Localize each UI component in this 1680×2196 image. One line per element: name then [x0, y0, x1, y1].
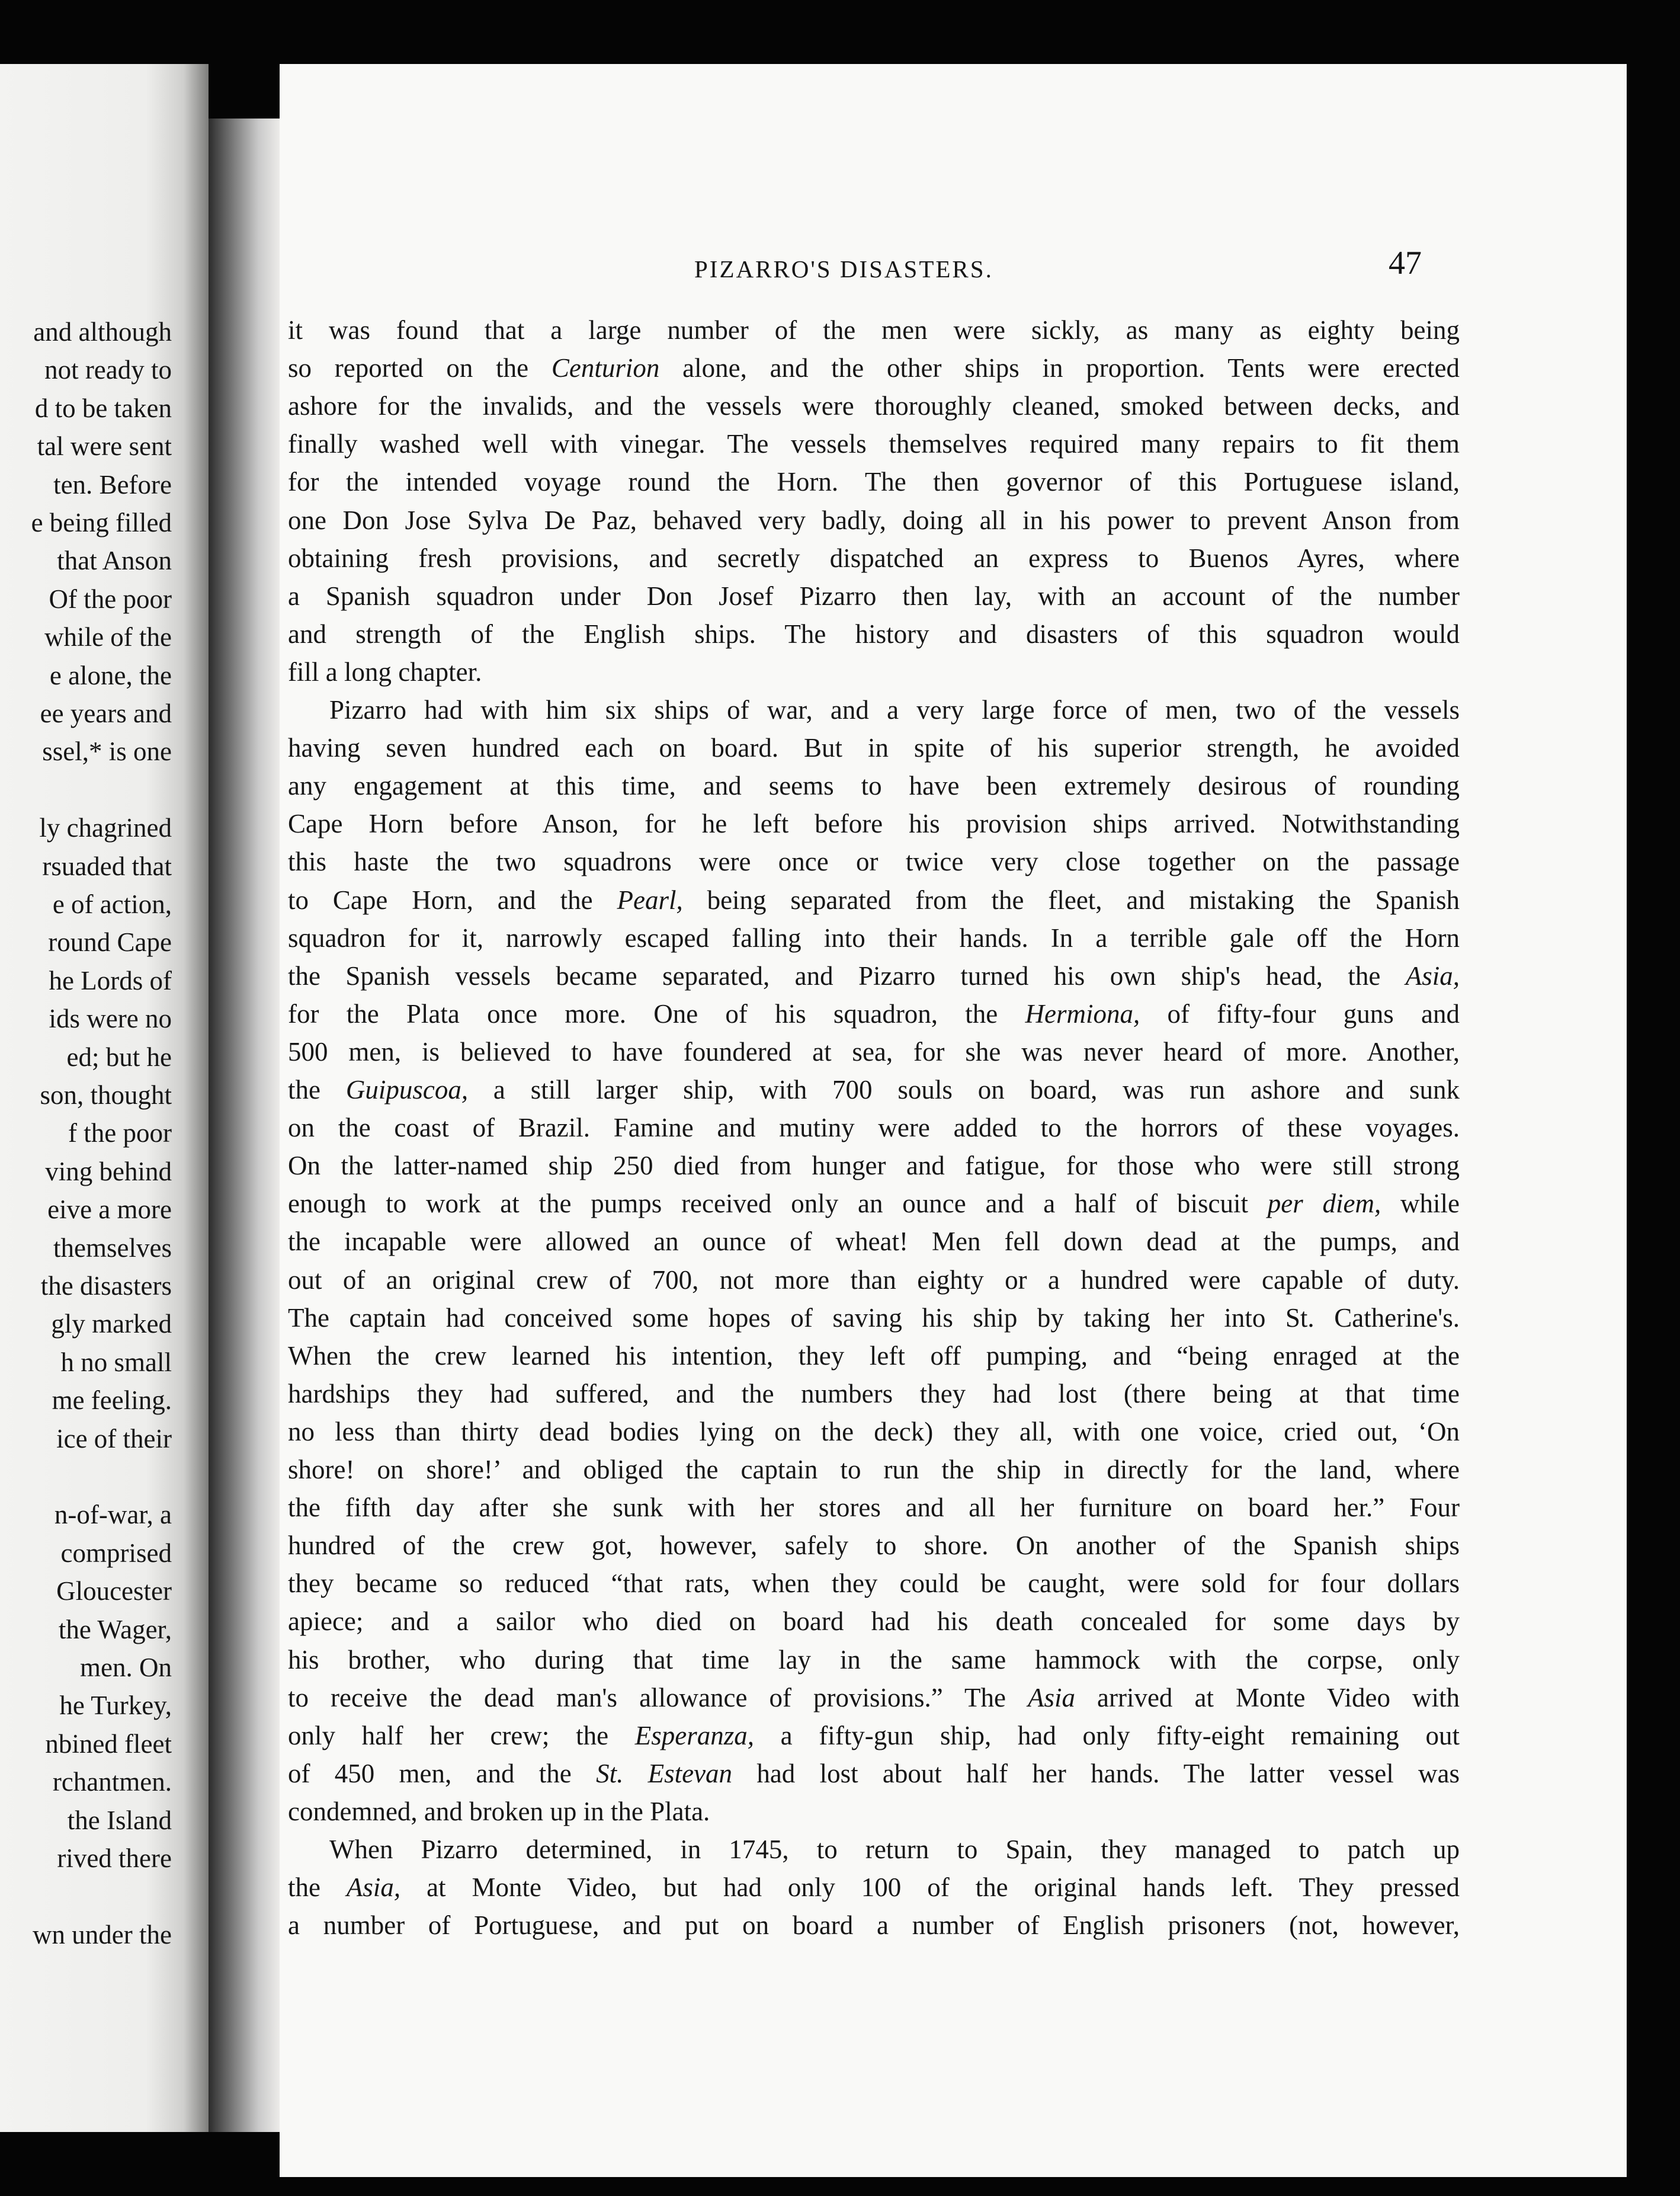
left-page-line: tal were sent [37, 431, 172, 462]
left-page-line: eive a more [47, 1195, 172, 1225]
left-page-line: f the poor [68, 1118, 172, 1148]
left-page-line: Of the poor [49, 584, 172, 614]
left-page-line: the Island [67, 1805, 172, 1835]
text-line: the incapable were allowed an ounce of wheat! Men fell down dead at the pumps, and [288, 1227, 1460, 1257]
page-number: 47 [1389, 245, 1422, 281]
left-page-line: me feeling. [52, 1385, 172, 1416]
book-gutter [209, 119, 280, 2132]
text-line: hardships they had suffered, and the numbers they had lost (there being at that time [288, 1378, 1460, 1408]
text-line: Cape Horn before Anson, for he left before his provision ships arrived. Notwithstanding [288, 809, 1460, 839]
text-line: a Spanish squadron under Don Josef Pizarro then lay, with an account of the number [288, 581, 1460, 611]
left-page-line: nbined fleet [45, 1728, 172, 1759]
left-page-line: round Cape [48, 927, 172, 958]
text-line: the fifth day after she sunk with her stores and all her furniture on board her.” Four [288, 1493, 1460, 1523]
text-line: of 450 men, and the St. Estevan had lost about half her hands. The latter vessel was [288, 1758, 1460, 1788]
body-text [280, 64, 1627, 2177]
left-page-line: gly marked [51, 1309, 172, 1339]
text-line: the Guipuscoa, a still larger ship, with 700 souls on board, was run ashore and sunk [288, 1075, 1460, 1105]
text-line: the Spanish vessels became separated, and Pizarro turned his own ship's head, the Asia, [288, 961, 1460, 991]
left-page-line: e being filled [31, 508, 172, 537]
left-page-line: themselves [53, 1233, 172, 1263]
text-line: Pizarro had with him six ships of war, and a very large force of men, two of the vessels [329, 695, 1460, 725]
text-line: When the crew learned his intention, they left off pumping, and “being enraged at the [288, 1340, 1460, 1371]
left-page-line: ids were no [49, 1004, 172, 1034]
left-page-line: d to be taken [34, 393, 172, 423]
left-page-line: men. On [80, 1653, 172, 1682]
right-page [280, 64, 1627, 2177]
left-page-line: and although [33, 317, 172, 347]
left-page-line: ving behind [45, 1156, 172, 1186]
text-line: it was found that a large number of the men were sickly, as many as eighty being [288, 315, 1460, 345]
left-page-text [0, 64, 209, 2132]
text-line: enough to work at the pumps received only an ounce and a half of biscuit per diem, while [288, 1189, 1460, 1219]
left-page-line: ice of their [56, 1423, 172, 1454]
left-page-line: wn under the [33, 1919, 172, 1949]
text-line: condemned, and broken up in the Plata. [288, 1796, 710, 1826]
left-page-line: comprised [60, 1538, 172, 1568]
text-line: for the intended voyage round the Horn. The then governor of this Portuguese island, [288, 467, 1460, 497]
text-line: and strength of the English ships. The history and disasters of this squadron would [288, 619, 1460, 649]
left-page-line: e of action, [52, 889, 172, 919]
text-line: having seven hundred each on board. But in spite of his superior strength, he avoided [288, 733, 1460, 763]
left-page-line: h no small [60, 1347, 172, 1377]
text-line: finally washed well with vinegar. The vessels themselves required many repairs to fit them [288, 429, 1460, 459]
left-page-line: while of the [44, 622, 172, 652]
text-line: 500 men, is believed to have foundered at sea, for she was never heard of more. Another, [288, 1036, 1460, 1067]
text-line: On the latter-named ship 250 died from hunger and fatigue, for those who were still strong [288, 1151, 1460, 1181]
text-line: shore! on shore!’ and obliged the captain to run the ship in directly for the land, where [288, 1455, 1460, 1484]
text-line: hundred of the crew got, however, safely to shore. On another of the Spanish ships [288, 1531, 1460, 1561]
left-page-line: ten. Before [53, 469, 172, 500]
left-page-line: that Anson [57, 546, 172, 576]
left-page-line: he Lords of [49, 965, 172, 995]
text-line: the Asia, at Monte Video, but had only 100 of the original hands left. They pressed [288, 1872, 1460, 1903]
text-line: to Cape Horn, and the Pearl, being separated from the fleet, and mistaking the Spanish [288, 885, 1460, 915]
left-page-line: ly chagrined [39, 813, 172, 843]
text-line: a number of Portuguese, and put on board a number of English prisoners (not, however, [288, 1910, 1460, 1941]
text-line: The captain had conceived some hopes of saving his ship by taking her into St. Catherine's. [288, 1302, 1460, 1333]
left-page-line: the Wager, [58, 1614, 172, 1644]
left-page-line: ssel,* is one [42, 737, 172, 767]
left-page-line: rived there [57, 1843, 172, 1873]
text-line: they became so reduced “that rats, when they could be caught, were sold for four dollars [288, 1568, 1460, 1599]
left-page-line: the disasters [40, 1271, 172, 1301]
text-line: so reported on the Centurion alone, and the other ships in proportion. Tents were erected [288, 353, 1460, 383]
left-page-line: not ready to [44, 355, 172, 385]
left-page-line: rsuaded that [42, 851, 172, 881]
text-line: squadron for it, narrowly escaped falling into their hands. In a terrible gale off the Horn [288, 923, 1460, 953]
text-line: obtaining fresh provisions, and secretly dispatched an express to Buenos Ayres, where [288, 543, 1460, 573]
text-line: When Pizarro determined, in 1745, to return to Spain, they managed to patch up [329, 1835, 1460, 1864]
text-line: to receive the dead man's allowance of provisions.” The Asia arrived at Monte Video with [288, 1682, 1460, 1712]
left-page-line: ed; but he [66, 1042, 172, 1072]
text-line: only half her crew; the Esperanza, a fifty-gun ship, had only fifty-eight remaining out [288, 1720, 1460, 1750]
left-page-line: he Turkey, [59, 1691, 172, 1721]
left-page-line: ee years and [40, 699, 172, 728]
left-page-line: son, thought [40, 1080, 172, 1110]
left-page-line: Gloucester [56, 1576, 172, 1606]
text-line: any engagement at this time, and seems to have been extremely desirous of rounding [288, 771, 1460, 801]
text-line: on the coast of Brazil. Famine and mutiny were added to the horrors of these voyages. [288, 1113, 1460, 1143]
left-page-line: e alone, the [49, 660, 172, 690]
text-line: fill a long chapter. [288, 657, 482, 687]
left-page-line: rchantmen. [52, 1767, 172, 1797]
text-line: his brother, who during that time lay in the same hammock with the corpse, only [288, 1644, 1460, 1675]
text-line: out of an original crew of 700, not more than eighty or a hundred were capable of duty. [288, 1265, 1460, 1295]
text-line: ashore for the invalids, and the vessels were thoroughly cleaned, smoked between decks, and [288, 391, 1460, 421]
left-page [0, 64, 209, 2132]
left-page-line: n-of-war, a [54, 1500, 172, 1530]
running-head: PIZARRO'S DISASTERS. [694, 255, 993, 283]
text-line: this haste the two squadrons were once or twice very close together on the passage [288, 847, 1460, 877]
text-line: no less than thirty dead bodies lying on the deck) they all, with one voice, cried out, ‘On [288, 1416, 1460, 1446]
text-line: apiece; and a sailor who died on board had his death concealed for some days by [288, 1606, 1460, 1637]
text-line: one Don Jose Sylva De Paz, behaved very badly, doing all in his power to prevent Anson from [288, 505, 1460, 535]
text-line: for the Plata once more. One of his squadron, the Hermiona, of fifty-four guns and [288, 998, 1460, 1029]
